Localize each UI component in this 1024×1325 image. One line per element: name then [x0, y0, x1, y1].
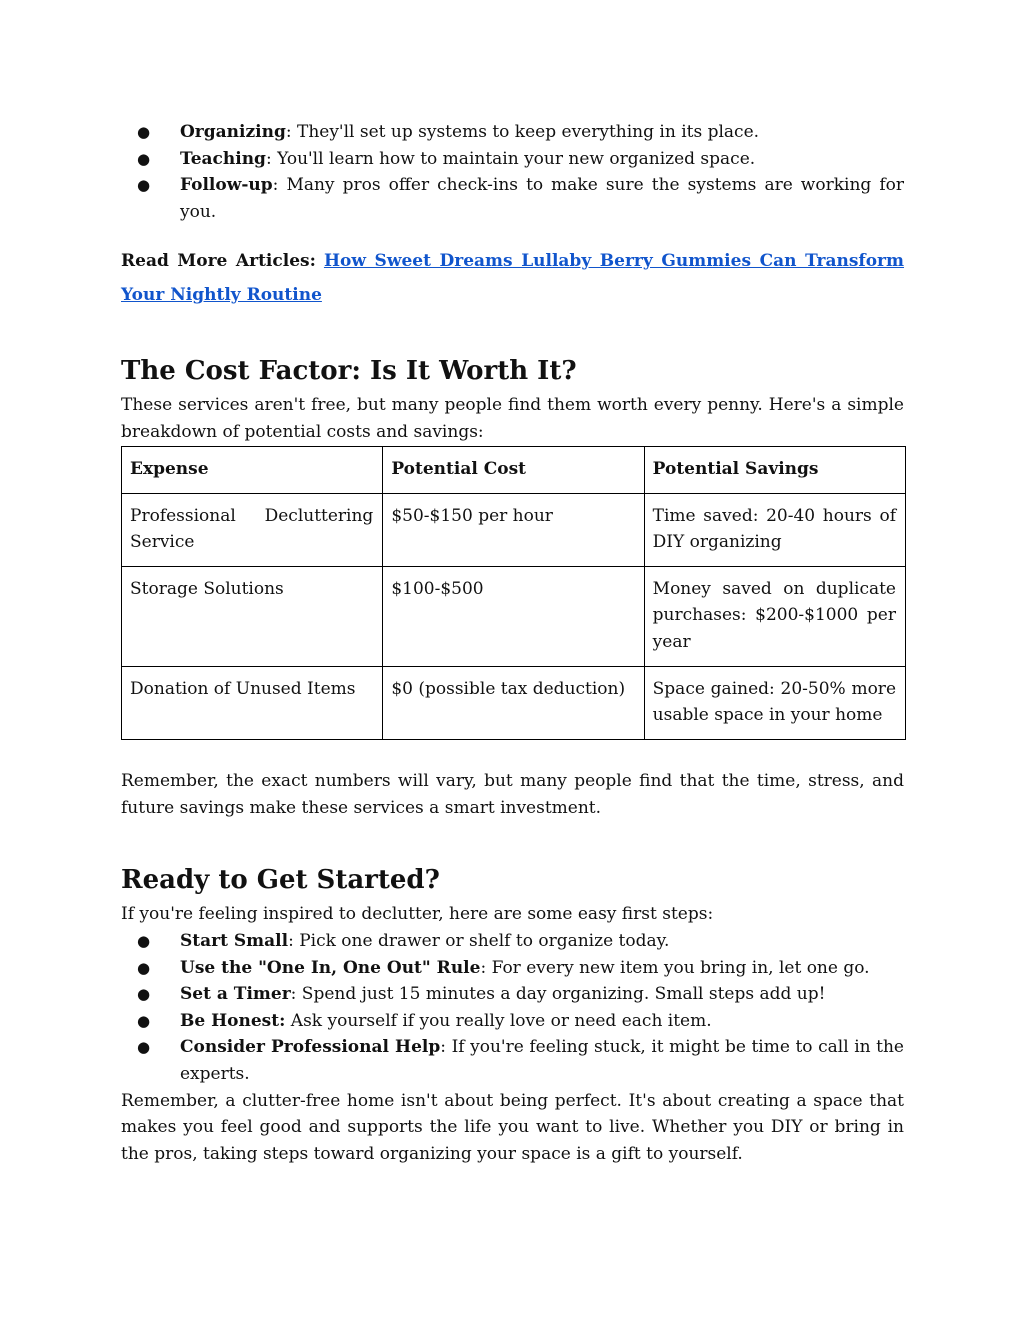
table-row [122, 567, 906, 667]
bullet-term: Start Small [180, 930, 289, 951]
ready-bullet-list [121, 928, 904, 1088]
table-header-row [122, 446, 906, 493]
table-cell: $0 (possible tax deduction) [383, 666, 644, 739]
bullet-icon: ● [137, 123, 151, 141]
ready-section-heading: Ready to Get Started? [121, 865, 440, 896]
list-item [121, 1034, 904, 1087]
table-cell: Space gained: 20-50% more usable space in your home [644, 666, 905, 739]
bullet-term: Teaching [180, 148, 266, 169]
read-more-line [121, 244, 904, 312]
list-item [121, 928, 904, 955]
table-cell: Professional Decluttering Service [122, 493, 383, 566]
table-header-cell: Potential Savings [644, 446, 905, 493]
bullet-icon: ● [137, 1038, 151, 1057]
bullet-text: : Spend just 15 minutes a day organizing. Small steps add up! [290, 984, 826, 1005]
document-page [121, 119, 904, 1167]
bullet-text: : If you're feeling stuck, it might be time to call in the experts. [180, 1037, 904, 1084]
bullet-term: Consider Professional Help [180, 1037, 441, 1058]
ready-section-intro: If you're feeling inspired to declutter, here are some easy first steps: [121, 904, 714, 925]
list-item [121, 119, 904, 146]
bullet-text: : Pick one drawer or shelf to organize today. [288, 930, 670, 951]
table-header-cell: Potential Cost [383, 446, 644, 493]
table-row [122, 493, 906, 566]
bullet-text: : You'll learn how to maintain your new organized space. [265, 148, 756, 169]
bullet-icon: ● [137, 985, 151, 1004]
bullet-icon: ● [137, 958, 151, 977]
table-cell: Money saved on duplicate purchases: $200-$1000 per year [644, 567, 905, 667]
bullet-icon: ● [137, 176, 151, 195]
table-row [122, 666, 906, 739]
table-cell: Time saved: 20-40 hours of DIY organizing [644, 493, 905, 566]
read-more-label: Read More Articles: [121, 251, 316, 272]
ready-section-closing: Remember, a clutter-free home isn't about being perfect. It's about creating a space that makes you feel good and supports the life you want to live. Whether you DIY or bring in the pros, taking steps toward organizing your space is a gift to yourself. [121, 1090, 904, 1164]
list-item [121, 981, 904, 1008]
read-more-link[interactable]: How Sweet Dreams Lullaby Berry Gummies Can Transform Your Nightly Routine [121, 251, 905, 306]
table-cell: $100-$500 [383, 567, 644, 667]
bullet-icon: ● [137, 149, 151, 168]
bullet-text: Ask yourself if you really love or need each item. [285, 1010, 712, 1031]
bullet-icon: ● [137, 931, 151, 950]
table-cell: Donation of Unused Items [122, 666, 383, 739]
bullet-term: Follow-up [180, 175, 273, 196]
cost-section-closing: Remember, the exact numbers will vary, but many people find that the time, stress, and future savings make these services a smart investment. [121, 771, 904, 818]
bullet-text: : They'll set up systems to keep everything in its place. [285, 122, 760, 142]
bullet-term: Be Honest: [180, 1010, 286, 1031]
bullet-icon: ● [137, 1011, 151, 1030]
table-header-cell: Expense [122, 446, 383, 493]
bullet-text: : Many pros offer check-ins to make sure the systems are working for you. [180, 175, 904, 222]
list-item [121, 146, 904, 173]
bullet-term: Organizing [180, 122, 286, 142]
table-cell: Storage Solutions [122, 567, 383, 667]
table-cell: $50-$150 per hour [383, 493, 644, 566]
cost-table [121, 446, 906, 741]
bullet-term: Set a Timer [180, 984, 291, 1005]
list-item [121, 172, 904, 225]
bullet-text: : For every new item you bring in, let one go. [480, 957, 870, 978]
cost-section-intro: These services aren't free, but many people find them worth every penny. Here's a simple breakdown of potential costs and savings: [121, 395, 904, 442]
intro-bullet-list [121, 119, 904, 225]
list-item [121, 1008, 904, 1035]
list-item [121, 955, 904, 982]
cost-section-heading: The Cost Factor: Is It Worth It? [121, 356, 577, 387]
bullet-term: Use the "One In, One Out" Rule [180, 957, 481, 978]
